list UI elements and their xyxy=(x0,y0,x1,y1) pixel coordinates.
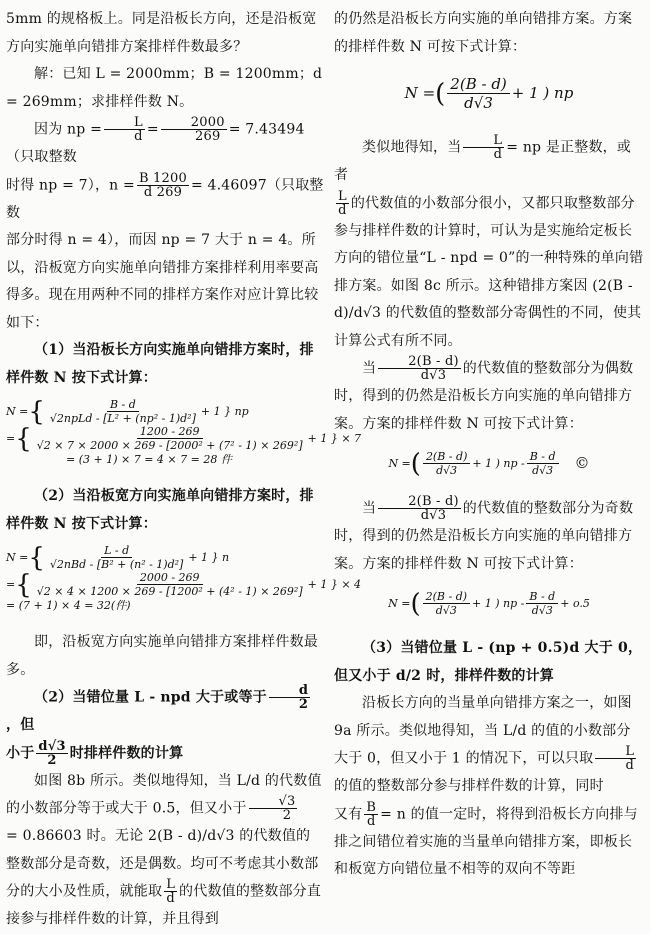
formula-c: N = ( $\frac{2(B - d)}{d√3}$ + 1 ) np - $\frac{B - d}{d√3}$ + o.5 xyxy=(388,588,590,619)
formula-b: N = ( $\frac{2(B - d)}{d√3}$ + 1 ) np - $\frac{B - d}{d√3}$ © xyxy=(388,448,590,479)
fraction: $\frac{d}{2}$ xyxy=(269,684,310,711)
formula-length-general: N = { $\frac{B - d}{\text{√2npLd - [L² + (np² - 1)d²]}}$ + 1 } np = { $\frac{1200 - 269}{\text{√2 × 7 × 2000 × 269 - [2000² + (7² - 1) × 269²]}}$ + 1 } × 7 = (3 + 1) × 7 = 4 × 7 = 28 件 xyxy=(6,396,362,466)
formula-result-32: = (7 + 1) × 4 = 32(件) xyxy=(6,599,131,612)
fraction: $\frac{L}{d}$ xyxy=(166,877,176,906)
right-para-2: 类似地得知，当 $\frac{L}{d}$ = np 是正整数，或者 xyxy=(334,133,632,183)
fraction: $\frac{B}{d}$ xyxy=(366,799,377,829)
fraction: $\frac{√3}{2}$ xyxy=(249,795,298,822)
fraction: $\frac{2(B - d)}{d√3}$ xyxy=(378,495,461,522)
left-heading-2: （2）当沿板宽方向实施单向错排方案时，排样件数 N 按下式计算： xyxy=(6,488,314,532)
right-para-last: 又有 $\frac{B}{d}$ = n 的值一定时，将得到沿板长方向排与排之间错位着实施的当量单向错排方案，即板长和板宽方向错位量不相等的双向不等距 xyxy=(334,799,638,877)
formula-width-general: N = { $\frac{L - d}{\text{√2nBd - [B² + (n² - 1)d²]}}$ + 1 } n = { $\frac{2000 - 269}{\text{√2 × 4 × 1200 × 269 - [1200² + (4² - 1) × 269²]}}$ + 1 } × 4 = (7 + 1) × 4 = 32(件) xyxy=(6,542,362,612)
left-para-given: 解：已知 L = 2000mm；B = 1200mm；d = 269mm；求排样件数 N。 xyxy=(6,66,323,110)
fraction: $\frac{L}{d}$ xyxy=(338,188,347,218)
right-para-even: 当 $\frac{2(B - d)}{d√3}$ 的代数值的整数部分为偶数时，得到的仍然是沿板长方向实施的单向错排方案。方案的排样件数 N 可按下式计算： xyxy=(334,354,634,432)
fraction: $\frac{L}{d}$ xyxy=(463,134,504,161)
formula-result-28: = (3 + 1) × 7 = 4 × 7 = 28 件 xyxy=(66,453,232,466)
left-para-conclusion: 即，沿板宽方向实施单向错排方案排样件数最多。 xyxy=(6,634,318,678)
right-para-3: $\frac{L}{d}$ 的代数值的小数部分很小，又都只取整数部分参与排样件数的计算时，可认为是实施给定板长方向的错位量“L - npd = 0”的一种特殊的单向错排方案。如图 8c 所示。这种错排方案因 (2(B - d)/d√3 的代数值的整数部分寄偶性的不同，使其计算公式有所不同。 xyxy=(334,188,644,349)
fraction: $\frac{2(B - d)}{d√3}$ xyxy=(378,355,461,382)
left-heading-1: （1）当沿板长方向实施单向错排方案时，排样件数 N 按下式计算： xyxy=(6,342,314,386)
formula-a: N = ( $\frac{2(B - d)}{d√3}$ + 1 ) np xyxy=(404,75,574,112)
left-para-np: 因为 np = $\frac{L}{d}$ = $\frac{2000}{269}$ = 7.43494（只取整数 xyxy=(6,115,305,165)
left-column xyxy=(6,6,362,934)
right-para-1: 的仍然是沿板长方向实施的单向错排方案。方案的排样件数 N 可按下式计算： xyxy=(334,11,633,55)
fraction: $\frac{B 1200}{d 269}$ xyxy=(138,170,187,200)
fraction: $\frac{L}{d}$ xyxy=(104,116,145,143)
right-para-odd: 当 $\frac{2(B - d)}{d√3}$ 的代数值的整数部分为奇数时，得到的仍然是沿板长方向实施的单向错排方案。方案的排样件数 N 可按下式计算： xyxy=(334,494,634,572)
left-heading-case2: （2）当错位量 L - npd 大于或等于 $\frac{d}{2}$ ，但 xyxy=(6,683,309,733)
fraction: $\frac{d√3}{2}$ xyxy=(38,738,66,768)
left-para-compare: 部分时得 n = 4），而因 np = 7 大于 n = 4。所以，沿板宽方向实施单向错排方案排样利用率要高得多。现在用两种不同的排样方案作对应计算比较如下： xyxy=(6,232,319,331)
right-column xyxy=(334,6,644,884)
left-para-1: 5mm 的规格板上。同是沿板长方向，还是沿板宽方向实施单向错排方案排样件数最多？ xyxy=(6,11,317,55)
fraction: $\frac{L}{d}$ xyxy=(595,745,636,772)
fraction: $\frac{2000}{269}$ xyxy=(161,116,227,143)
right-para-9a: 沿板长方向的当量单向错排方案之一，如图 9a 所示。类似地得知，当 L/d 的值的小数部分大于 0，但又小于 1 的情况下，可以只取 $\frac{L}{d}$ 的值的整数部分参与排样件数的计算，同时 xyxy=(334,695,635,794)
copyright-mark: © xyxy=(574,454,590,472)
left-para-n: 时得 np = 7），n = $\frac{B 1200}{d 269}$ = 4.46097（只取整数 xyxy=(6,170,324,221)
left-para-parity: = 0.86603 时。无论 2(B - d)/d√3 的代数值的整数部分是奇数，还是偶数。均可不考虑其小数部分的大小及性质，就能取 $\frac{L}{d}$ 的代数值的整数部分直接参与排样件数的计算，并且得到 xyxy=(6,828,322,927)
left-para-8b: 如图 8b 所示。类似地得知，当 L/d 的代数值的小数部分等于或大于 0.5，但又小于 $\frac{√3}{2}$ xyxy=(6,772,322,823)
right-heading-case3: （3）当错位量 L - (np + 0.5)d 大于 0，但又小于 d/2 时，排样件数的计算 xyxy=(334,640,643,684)
left-heading-case2-cont: 小于 $\frac{d√3}{2}$ 时排样件数的计算 xyxy=(6,738,184,768)
